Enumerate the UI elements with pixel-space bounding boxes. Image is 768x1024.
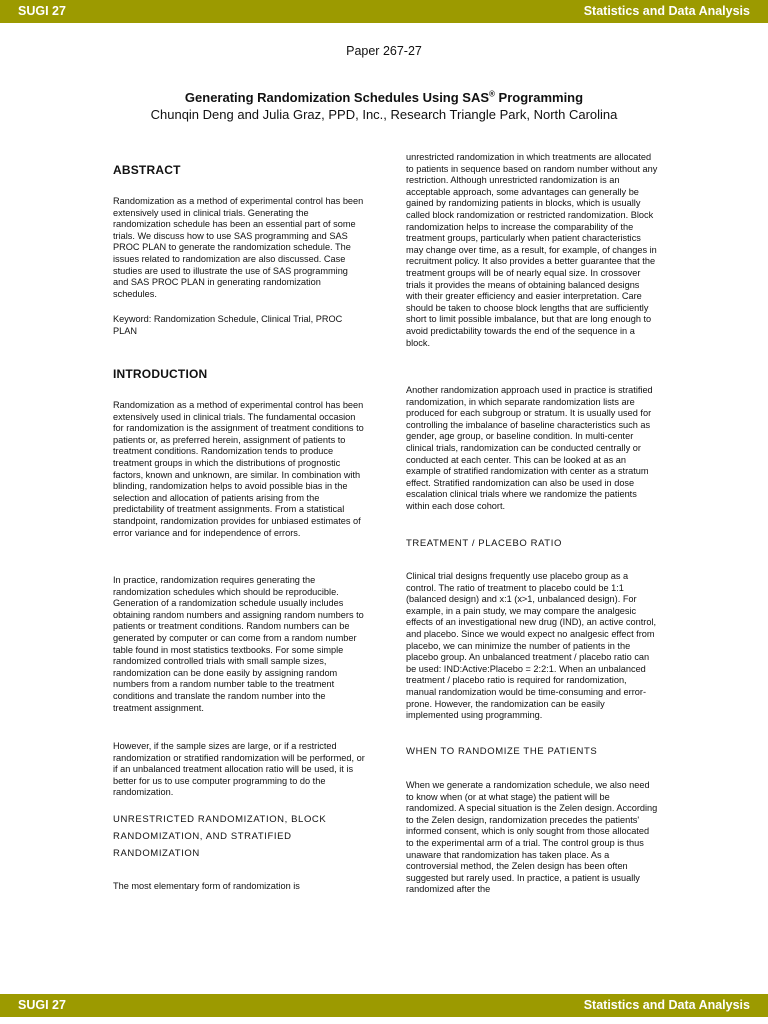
unrestricted-paragraph: The most elementary form of randomization is <box>113 881 300 891</box>
footer-band <box>0 994 768 1017</box>
keywords: Keyword: Randomization Schedule, Clinical Trial, PROC PLAN <box>113 314 343 336</box>
when-heading: WHEN TO RANDOMIZE THE PATIENTS <box>406 746 598 757</box>
paper-number: Paper 267-27 <box>346 44 422 58</box>
footer-conference: SUGI 27 <box>18 998 66 1012</box>
intro-paragraph-2: In practice, randomization requires generating the randomization schedules which should be reproducible. Generation of a randomization schedule usually includes obtaining random numbers and assigning random numbers to patients or treatment conditions. Random numbers can be generated by computer or can come from a random number table found in most statistics textbooks. For some simple randomized controlled trials with small sample sizes, randomization can be done easily by assigning random numbers from a random number table to the treatment conditions and translate the random number into the treatment assignment. <box>113 575 364 713</box>
abstract-heading: ABSTRACT <box>113 163 181 177</box>
right-paragraph-2: Another randomization approach used in practice is stratified randomization, in which separate randomization lists are produced for each subgroup or stratum. It is usually used for controlling the imbalance of baseline characteristics such as gender, age group, or baseline condition. In multi-center clinical trials, randomization can be conducted centrally or conducted at each center. This can be looked at as an example of stratified randomization with center as a stratum effect. Stratified randomization can also be used in dose escalation clinical trials where we randomize the patients within each dose cohort. <box>406 385 653 511</box>
when-paragraph: When we generate a randomization schedule, we also need to know when (or at what stage) the patient will be randomized. A special situation is the Zelen design. According to the Zelen design, randomization precedes the patients' informed consent, which is only sought from those allocated to the experimental arm of a trial. The control group is thus unaware that randomization has taken place. As a controversial method, the Zelen design has been often suggested but rarely used. In practice, a patient is usually randomized after the <box>406 780 658 895</box>
paper-authors: Chunqin Deng and Julia Graz, PPD, Inc., Research Triangle Park, North Carolina <box>150 107 618 122</box>
ratio-paragraph: Clinical trial designs frequently use placebo group as a control. The ratio of treatment to placebo could be 1:1 (balanced design) and x:1 (x>1, unbalanced design). For example, in a pain study, we may compare the analgesic effects of an investigational new drug (IND), an active control, and placebo. Since we would expect no analgesic effect from placebo, we can minimize the number of patients in the placebo group. An unbalanced treatment / placebo ratio can be used: IND:Active:Placebo = 2:2:1. When an unbalanced treatment / placebo ratio is required for randomization, manual randomization would be time-consuming and error-prone. However, the randomization can be easily implemented using programming. <box>406 571 657 721</box>
header-band <box>0 0 768 23</box>
registered-mark: ® <box>489 89 495 99</box>
ratio-heading: TREATMENT / PLACEBO RATIO <box>406 538 562 549</box>
header-section: Statistics and Data Analysis <box>583 4 750 18</box>
header-conference: SUGI 27 <box>18 4 66 18</box>
intro-paragraph-3: However, if the sample sizes are large, or if a restricted randomization or stratified randomization will be performed, or if an unbalanced treatment allocation ratio will be used, it is better for us to use computer programming to do the randomization. <box>113 741 365 798</box>
unrestricted-heading: UNRESTRICTED RANDOMIZATION, BLOCK RANDOMIZATION, AND STRATIFIED RANDOMIZATION <box>113 814 327 859</box>
abstract-text: Randomization as a method of experimental control has been extensively used in clinical trials. Generating the randomization schedule has been an essential part of some trials. We discuss how to use SAS programming and SAS PROC PLAN to generate the randomization schedule. The issues related to randomization are also discussed. Case studies are used to illustrate the use of SAS programming and SAS PROC PLAN in generating randomization schedules. <box>113 196 364 299</box>
paper-title: Generating Randomization Schedules Using SAS® Programming <box>184 89 584 105</box>
introduction-heading: INTRODUCTION <box>113 367 208 381</box>
intro-paragraph-1: Randomization as a method of experimental control has been extensively used in clinical trials. The fundamental occasion for randomization is the assignment of treatment conditions to patients or, as preferred herein, assignment of patients to treatment conditions. Randomization tends to produce treatment groups in which the distributions of prognostic factors, known and unknown, are similar. In combination with blinding, randomization helps to avoid possible bias in the selection and allocation of patients arising from the predictability of treatment assignments. From a statistical standpoint, randomization provides for unbiased estimates of error variance and for independence of errors. <box>113 400 364 538</box>
right-paragraph-1: unrestricted randomization in which treatments are allocated to patients in sequence based on random number without any restriction. Although unrestricted randomization is an acceptable approach, some advantages can generally be gained by randomizing patients in blocks, which is usually called block randomization or restricted randomization. Block randomization helps to increase the comparability of the treatment groups, particularly when patient characteristics may change over time, as a result, for example, of changes in recruitment policy. It also provides a better guarantee that the treatment groups will be of nearly equal size. In crossover trials it provides the means of obtaining balanced designs with their greater efficiency and easier interpretation. Care should be taken to choose block lengths that are sufficiently short to limit possible imbalance, but that are long enough to avoid predictability towards the end of the sequence in a block. <box>406 152 658 348</box>
footer-section: Statistics and Data Analysis <box>583 998 750 1012</box>
